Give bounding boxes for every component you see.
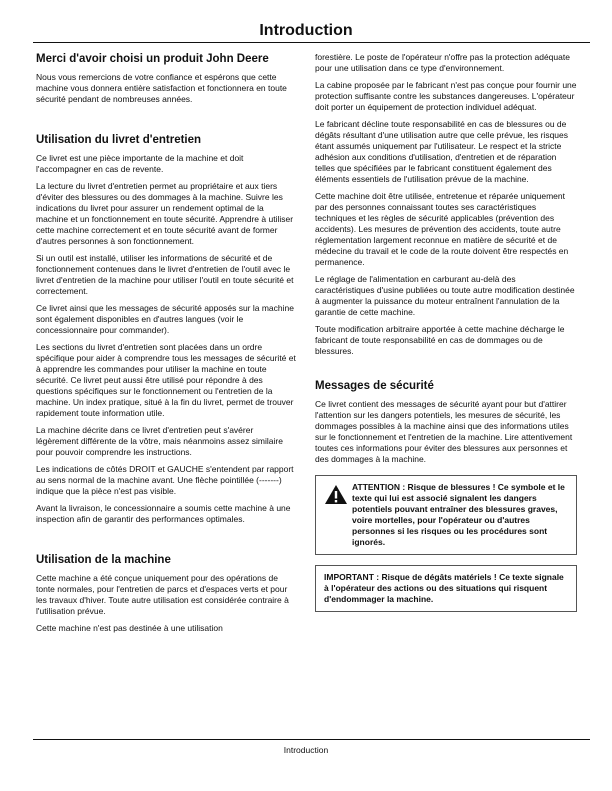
warning-text: ATTENTION : Risque de blessures ! Ce symbole et le texte qui lui est associé signalent les dangers potentiels pouvant entraîner des blessures graves, voire mortelles, pour l'opérateur ou d'autres personnes si les risques ou les procédures sont ignorés. <box>352 482 565 547</box>
paragraph: Le fabricant décline toute responsabilité en cas de blessures ou de dégâts résultant d'une utilisation autre que celle prévue, les risques étant assumés uniquement par l'utilisateur. Le respect et la stricte adhésion aux conditions d'utilisation, d'entretien et de réparation telles que spécifiées par le fabricant constituent également des éléments essentiels de l'utilisation prévue de la machine. <box>315 119 568 184</box>
paragraph: Si un outil est installé, utiliser les informations de sécurité et de fonctionnement contenues dans le livret d'entretien de l'outil avec le livret d'entretien de la machine pour utiliser l'outil en toute sécurité et correctement. <box>36 253 294 296</box>
page-title: Introduction <box>259 22 353 39</box>
left-column <box>36 52 298 640</box>
paragraph: Cette machine a été conçue uniquement pour des opérations de tonte normales, pour l'entretien de parcs et d'espaces verts et pour les travaux d'hiver. Toute autre utilisation est considérée contraire à l'utilisation prévue. <box>36 573 289 616</box>
paragraph: Les indications de côtés DROIT et GAUCHE s'entendent par rapport au sens normal de la machine avant. Une flèche pointillée (-------) indique que la pièce n'est pas visible. <box>36 464 294 496</box>
right-column <box>315 52 577 612</box>
paragraph: Ce livret contient des messages de sécurité ayant pour but d'attirer l'attention sur les dangers potentiels, les mesures de sécurité, les dommages possibles à la machine ainsi que des informations utiles sur le fonctionnement et l'entretien de la machine. Lire attentivement toutes ces informations pour éviter des blessures aux personnes et des dommages à la machine. <box>315 399 573 464</box>
important-box: IMPORTANT : Risque de dégâts matériels ! Ce texte signale à l'opérateur des actions ou des situations qui risquent d'endommager la machine. <box>315 565 577 612</box>
paragraph: La lecture du livret d'entretien permet au propriétaire et aux tiers d'éviter des blessures ou des dommages à la machine. Suivre les indications du livret pour assurer un rendement optimal de la machine et un fonctionnement en toute sécurité. Apprendre à utiliser cette machine correctement et en toute sécurité avant de former d'autres personnes à son fonctionnement. <box>36 181 294 246</box>
section-title-livret: Utilisation du livret d'entretien <box>36 134 202 146</box>
paragraph: Ce livret ainsi que les messages de sécurité apposés sur la machine sont également disponibles en d'autres langues (voir le concessionnaire pour commander). <box>36 303 294 335</box>
paragraph: Nous vous remercions de votre confiance et espérons que cette machine vous donnera entière satisfaction et fonctionnera en toute sécurité pendant de nombreuses années. <box>36 72 287 104</box>
paragraph: forestière. Le poste de l'opérateur n'offre pas la protection adéquate pour une utilisation dans ce type d'environnement. <box>315 52 570 73</box>
section-title-machine: Utilisation de la machine <box>36 554 171 566</box>
warning-triangle-icon <box>324 484 348 548</box>
paragraph: Ce livret est une pièce importante de la machine et doit l'accompagner en cas de revente. <box>36 153 244 174</box>
paragraph: La cabine proposée par le fabricant n'est pas conçue pour fournir une protection suffisante contre les substances dangereuses. L'opérateur doit porter un équipement de protection individuel adéquat. <box>315 80 577 112</box>
paragraph: La machine décrite dans ce livret d'entretien peut s'avérer légèrement différente de la vôtre, mais néanmoins assez similaire pour pouvoir comprendre les instructions. <box>36 425 283 457</box>
paragraph: Avant la livraison, le concessionnaire a soumis cette machine à une inspection afin de garantir des performances optimales. <box>36 503 291 524</box>
paragraph: Toute modification arbitraire apportée à cette machine décharge le fabricant de toute responsabilité en cas de dommages ou de blessures. <box>315 324 565 356</box>
section-title-securite: Messages de sécurité <box>315 380 434 392</box>
warning-box <box>315 475 577 555</box>
header-rule <box>33 42 590 43</box>
paragraph: Cette machine doit être utilisée, entretenue et réparée uniquement par des personnes connaissant toutes ses caractéristiques techniques et les règles de sécurité applicables (prévention des accidents). Les mesures de prévention des accidents, toute autre réglementation largement reconnue en matière de sécurité et de médecine du travail et le code de la route doivent être respectés en permanence. <box>315 191 569 267</box>
paragraph: Le réglage de l'alimentation en carburant au-delà des caractéristiques d'usine publiées ou toute autre modification destinée à augmenter la puissance du moteur entraînent l'annulation de la garantie de cette machine. <box>315 274 575 317</box>
section-title-merci: Merci d'avoir choisi un produit John Deere <box>36 53 269 65</box>
page-footer: Introduction <box>283 745 329 755</box>
footer-rule <box>33 739 590 740</box>
paragraph: Les sections du livret d'entretien sont placées dans un ordre spécifique pour aider à comprendre tous les messages de sécurité et à apprendre les commandes pour utiliser la machine en toute sécurité. Ce livret peut aussi être utilisé pour répondre à des questions spécifiques sur le fonctionnement ou l'entretien de la machine. Un index pratique, situé à la fin du livret, permet de trouver rapidement toute information utile. <box>36 342 296 418</box>
paragraph: Cette machine n'est pas destinée à une utilisation <box>36 623 223 633</box>
